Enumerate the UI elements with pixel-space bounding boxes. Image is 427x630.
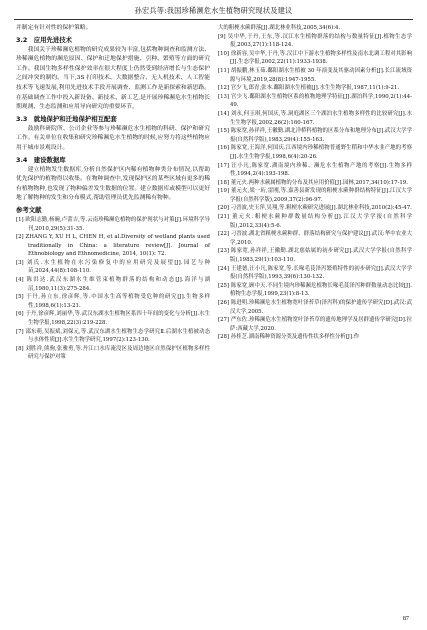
paragraph-2: 我国关于珍稀濒危植物的研究成果较为丰富,包括物种调查和监测方法、珍稀濒危植物的濒危原因、保护和迁地保护措施、引种、繁殖等方面的研究工作。我国生物多样性保护效率在很大程度上仍然受到经济增长与生态保护之间冲突的制约。当下,3S 打印技术、大数据整合、无人机技术、人工智能技术等飞速发展,利用先进技术手段开展调查、监测工作是新探索和新思路。在基础调查工作中投入新设备、新技术、新工艺,是开展珍稀濒危水生植物长期观测、生态监测和应用导向研究的重要环节。 [16,46,210,111]
reference-item: [17] 汪小凡,陈家宽.湖南境内珍稀、濒危水生植物产地的考察[J].生物多样性,1994,2(4):193-198. [218,162,412,178]
reference-item: 大的粗梗水蕨群落[J].湖北林业科技,2005,34(6):4. [218,25,341,31]
reference-item: [19] 董元火,梁一珩,雷刚,等.嘉善县新发现的粗梗水蕨种群结构特征[J].江汉大学学报(自然科学版),2009,37(2):96-97. [218,188,412,203]
reference-item: [24] 王建德,汪小凡,陈家宽,等.长喙毛茛泽泻繁殖特性的初步研究[J].武汉大学学报(自然科学版),1993,39(6):130-132. [218,265,412,281]
paragraph-1: 并制定有针对性的保护策略。 [16,25,92,31]
reference-item: [9] 吴中华,于丹,王东,等.汉江水生植物群落的结构与数量特征[J].植物生态学报,2003,27(1):118-124. [218,33,412,49]
reference-item: [1] 欧阳志勤,杨碗,卢蕾吉,等.云南珍稀濒危植物的保护现状与对策[J].环境科学导刊,2010,29(5):31-35. [16,216,210,232]
reference-item: [27] 严东佐.珍稀濒危水生植物宽叶泽苔草的遗传地理学及居群遗传学研究[D].拉萨:西藏大学,2020. [218,317,412,332]
reference-item: [13] 官少飞.鄱阳湖水生植物区系的植物地理学特征[J].湖泊科学,1990,2(1):44-49. [218,93,412,109]
references-heading: 参考文献 [16,205,42,214]
reference-item: [23] 陈家宽,孙祥祥,王徽勤.湖北慈姑属的初步研究[J].武汉大学学报(自然科学版),1983,29(1):103-110. [218,248,412,264]
left-column [16,24,210,362]
paragraph-4: 建立植物发生数据库,分析自然保护区内稀有植物种类分布情况,以帮助优先保护的植物得以收集。在物种调查中,发现保护区的某些区域有更多的稀有植物物种,也发现了物种偏差发生数据的位置。建立数据库或模型可以更好地了解物种的发生和分布模式,帮助管理员优先监测稀有物种。 [16,166,210,202]
reference-item: [20] 刁晋波,史玉萍,吴翔,等.粗梗水蕨研究进展[J].湖北林业科技,2010(2):45-47. [218,205,412,212]
reference-item: [22] 刁晋波.湖北省粗梗水蕨种群、群落结构研究与保护建议[J].武汉:华中农业大学,2010. [218,231,412,246]
reference-item: [11] 胡振鹏,林玉茹.鄱阳湖水生植被 30 年演变及其驱动因素分析[J].长江流域资源与环境,2019,28(8):1947-1955. [218,67,412,83]
reference-item: [12] 官少飞,郎青,张本.鄱阳湖水生植被[J].水生生物学报,1987,11(1):9-21. [218,85,400,92]
reference-item: [4] 陈洪达.武汉东湖水生维管束植物群落的结构和动态[J].海洋与湖沼,1980,11(3):275-284. [16,277,210,292]
header-rule [14,19,413,20]
reference-item: [25] 陈家宽,顾中天.不同生境内珍稀濒危植物长喙毛茛泽泻种群数量动态比较[J].植物生态学报,1999,23(1):8-13. [218,282,412,298]
section-3-4-heading: 3.4 建设数据库 [16,155,66,164]
paragraph-3: 鼓励科研院所、公司企业等参与珍稀濒危水生植物的科研、保护和研究工作。有关单位在收集和研究珍稀濒危水生植物的时候,应努力将这些植物应用于城市景观设计。 [16,125,210,151]
reference-item: [5] 于丹,孙立东,徐彦辉,等.中国水生高等植物受危种的研究[J].生物多样性,1998,6(1):13-21. [16,294,210,309]
reference-item: [16] 陈家宽,王海洋,何国庆.江西境内珍稀植物普通野生稻和中华水韭产地的考察[J].水生生物学报,1998,6(4):20-26. [218,145,412,160]
reference-item: [10] 徐新容,吴中华,于丹,等.汉江中下游水生植物多样性及南水北调工程对其影响[J].生态学报,2002,22(11):1933-1938. [218,50,412,66]
running-header: 孙宏兵等:我国珍稀濒危水生植物研究现状及建议 [134,6,293,15]
reference-item: [6] 于丹,徐彦辉,刘丽华,等.武汉东湖水生植物区系四十年间的变化与分析[J].水生生物学报,1998,22(3):219-228. [16,311,210,327]
reference-item: [15] 陈家宽,孙祥祥,王徽勤.湖北洋桥科植物的区系分布和地理分布[J].武汉大学学报(自然科学版),1983,29(4):155-163. [218,128,412,143]
reference-item: [14] 刘永,何玉琪,何国庆,等.洞庭湖区三个湖泊水生植物多样性的比较研究[J].水生生物学报,2002,26(2):160-167. [218,110,412,126]
reference-item: [28] 孙桂芝.湖南稀种资源分类及遗传性状多样性分析[J].作 [218,334,360,341]
reference-item: [3] 刘氏.水生植物在水污染修复中的应用研究及展望[J].园艺与种苗,2024,44(8):108-110. [16,259,210,275]
section-3-2-heading: 3.2 应用先进技术 [16,35,73,44]
section-3-3-heading: 3.3 就地保护和迁地保护相互配套 [16,114,117,123]
reference-item: [18] 董元火.两种水蕨属植物的分布及其应用价值[J].园林,2017,34(10):17-19. [218,179,408,186]
reference-item: [2] ZHANG Y, XU H L, CHEN H, et al.Diversity of wetland plants used traditionally in China: a literature review[J]. Journal of Ethnobiology and Ethnomedicine, 2014, 10(1): 72. [16,234,210,258]
reference-item: [7] 邵东萌,吴振斌,刘保元,等.武汉东湖水生植物生态学研究Ⅱ.后湖水生植被动态与水体性质[J].水生生物学研究,1997(2):123-130. [16,328,210,344]
right-column [218,24,412,342]
reference-item: [26] 陈进明.珍稀濒危水生植物宽叶泽苔草(泽泻科)的保护遗传学研究[D].武汉:武汉大学,2005. [218,300,412,315]
reference-item: [21] 董元火.粗梗水蕨种群数量结构分析[J].江汉大学学报(自然科学版),2012,33(4):5-6. [218,214,412,229]
reference-item: [8] 刘胜祥,熊驹,张雅勇,等.丹江口水库淹没区及周边地区自然保护区植物多样性研究与保护对策 [16,345,210,361]
page-number: 87 [402,615,409,622]
